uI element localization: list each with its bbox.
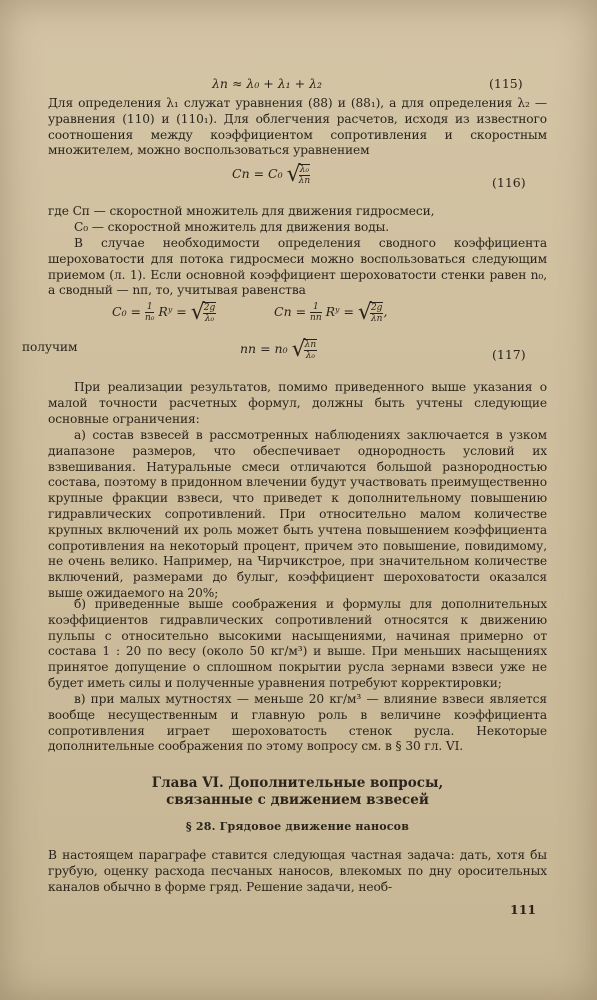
eq-pair-a-rad-den: λ₀ bbox=[204, 313, 215, 324]
eq-pair-b-rad-den: λп bbox=[370, 313, 383, 324]
equation-116-denominator: λп bbox=[298, 175, 311, 186]
radical-icon: √ bbox=[286, 162, 301, 187]
eq-pair-a-lhs: C₀ = bbox=[112, 304, 142, 319]
equation-117-denominator: λ₀ bbox=[305, 350, 316, 361]
chapter-heading-line-1: Глава VI. Дополнительные вопросы, bbox=[151, 775, 444, 791]
list-item-a: а) состав взвесей в рассмотренных наблюдениях заключается в узком диапазоне размеров, что обеспечивает однородность условий их взвешивания. Натуральные смеси отличаются большой разнородностью состава, поэтому в придонном влечении будут участвовать преимущественно крупные фракции взвеси, что приведет к дополнительному повышению гидравлических сопротивлений. При относительно малом количестве крупных включений их роль может быть учтена повышением коэффициента сопротивления на некоторый процент, причем это повышение, повидимому, не очень велико. Например, на Чирчикстрое, при значительном количестве включений, размерами до булыг, коэффициент шероховатости оказался выше ожидаемого на 20%; bbox=[48, 428, 547, 600]
equation-pair-right bbox=[274, 300, 387, 325]
chapter-heading bbox=[48, 775, 547, 809]
eq-pair-b-frac-den: nп bbox=[310, 313, 322, 323]
equation-115-number: (115) bbox=[489, 76, 523, 91]
eq-pair-b-frac-num: 1 bbox=[310, 302, 322, 313]
section-heading: § 28. Грядовое движение наносов bbox=[185, 820, 410, 833]
equation-117-lhs: nп = n₀ bbox=[240, 341, 288, 356]
equation-116-number: (116) bbox=[492, 175, 526, 190]
page-number: 111 bbox=[510, 902, 537, 917]
paragraph-3: При реализации результатов, помимо приведенного выше указания о малой точности расчетных формул, должны быть учтены следующие основные ограничения: bbox=[48, 380, 547, 426]
eq-pair-a-frac-num: 1 bbox=[146, 302, 153, 312]
radical-icon: √ bbox=[357, 300, 372, 325]
equation-116-lhs: Cп = C₀ bbox=[232, 166, 283, 181]
eq-pair-a-mid: Rʸ = bbox=[158, 304, 187, 319]
equation-116-numerator: λ₀ bbox=[299, 164, 310, 175]
eq-pair-a-frac-den: n₀ bbox=[145, 313, 155, 323]
equation-pair-left bbox=[112, 300, 216, 325]
list-item-v: в) при малых мутностях — меньше 20 кг/м³ — влияние взвеси является вообще несущественным и главную роль в величине коэффициента сопротивления играет шероховатость стенок русла. Некоторые дополнительные соображения по этому вопросу см. в § 30 гл. VI. bbox=[48, 692, 547, 754]
eq-pair-b-lhs: Cп = bbox=[274, 304, 307, 319]
equation-115-expression: λп ≈ λ₀ + λ₁ + λ₂ bbox=[212, 76, 323, 91]
paragraph-4: В настоящем параграфе ставится следующая частная задача: дать, хотя бы грубую, оценку расхода песчаных наносов, влекомых по дну оросительных каналов обычно в форме гряд. Решение задачи, необ- bbox=[48, 848, 547, 894]
paragraph-1: Для определения λ₁ служат уравнения (88) и (88₁), а для определения λ₂ — уравнения (110) и (110₁). Для облегчения расчетов, исходя из известного соотношения между коэффициентом сопротивления и скоростным множителем, можно воспользоваться уравнением bbox=[48, 96, 547, 158]
poluchim-label: получим bbox=[22, 340, 78, 354]
definition-line-1: где Cп — скоростной множитель для движения гидросмеси, bbox=[48, 204, 435, 218]
eq-pair-b-tail: , bbox=[383, 304, 388, 319]
eq-pair-a-rad-num: 2g bbox=[203, 302, 216, 313]
list-item-b: б) приведенные выше соображения и формулы для дополнительных коэффициентов гидравлических сопротивлений относятся к движению пульпы с относительно высокими насыщениями, начиная примерно от состава 1 : 20 по весу (около 50 кг/м³) и выше. При меньших насыщениях принятое допущение о сплошном покрытии русла зернами взвеси уже не будет иметь силы и полученные уравнения потребуют корректировки; bbox=[48, 597, 547, 690]
equation-117 bbox=[240, 337, 317, 362]
radical-icon: √ bbox=[190, 300, 205, 325]
equation-117-number: (117) bbox=[492, 347, 526, 362]
equation-116 bbox=[232, 162, 310, 187]
definition-line-2: C₀ — скоростной множитель для движения воды. bbox=[74, 220, 389, 234]
eq-pair-b-mid: Rʸ = bbox=[325, 304, 354, 319]
eq-pair-b-rad-num: 2g bbox=[370, 302, 383, 313]
equation-115 bbox=[212, 76, 322, 91]
radical-icon: √ bbox=[291, 337, 306, 362]
equation-117-numerator: λп bbox=[304, 339, 317, 350]
chapter-heading-line-2: связанные с движением взвесей bbox=[166, 792, 429, 808]
paragraph-2: В случае необходимости определения сводного коэффициента шероховатости для потока гидросмеси можно воспользоваться следующим приемом (л. 1). Если основной коэффициент шероховатости стенки равен n₀, а сводный — nп, то, учитывая равенства bbox=[48, 236, 547, 298]
